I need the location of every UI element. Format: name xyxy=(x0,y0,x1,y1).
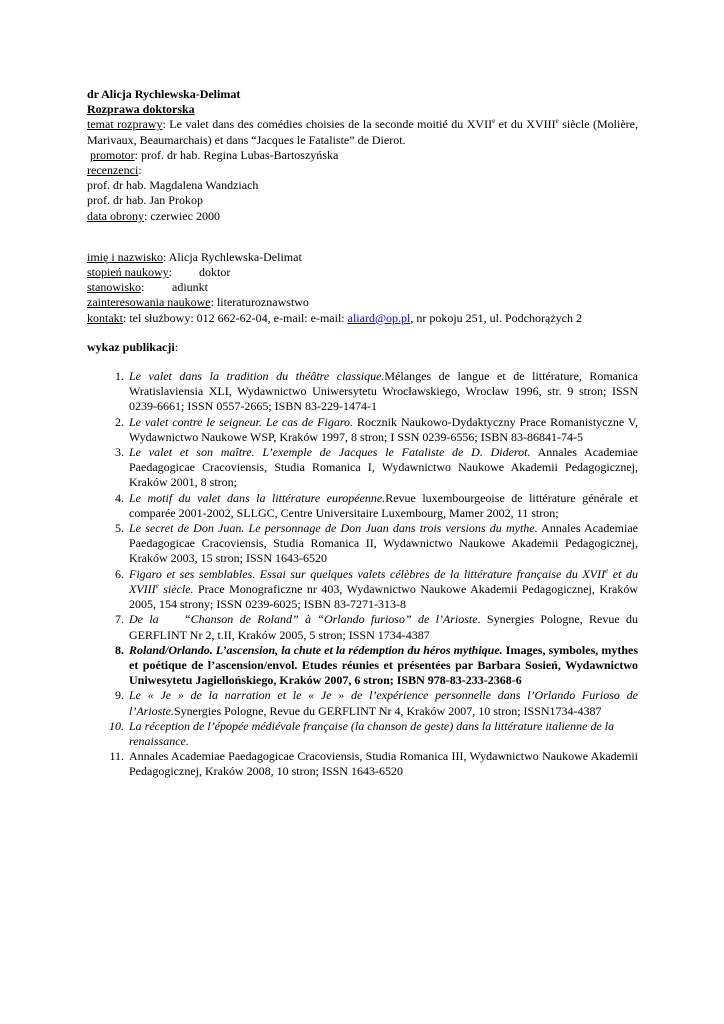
publications-heading: wykaz publikacji: xyxy=(87,339,179,354)
publication-title: Le secret de Don Juan. Le personnage de Don Juan dans trois versions du mythe. xyxy=(129,521,538,536)
reviewer-2: prof. dr hab. Jan Prokop xyxy=(87,193,203,208)
publication-details: Revue luxembourgeoise de littérature générale et comparée 2001-2002, SLLGC, Centre Universitaire Luxembourg, Mamer 2002, 11 stron; xyxy=(129,490,638,520)
publication-details: Images, symboles, mythes et poétique de l’ascension/envol. Etudes réunies et présentées par Barbara Sosień, Wydawnictwo Uniwesytetu Jagiellońskiego, Kraków 2007, 6 stron; ISBN 978-83-233-2368-6 xyxy=(129,642,639,688)
defense-line: data obrony: czerwiec 2000 xyxy=(87,208,220,223)
publication-item: 7. De la “Chanson de Roland” à “Orlando furioso” de l’Arioste. Synergies Pologne, Revue du GERFLINT Nr 2, t.II, Kraków 2005, 5 stron; ISSN 1734-4387 xyxy=(115,612,638,642)
publication-details: Synergies Pologne, Revue du GERFLINT Nr 4, Kraków 2007, 10 stron; ISSN1734-4387 xyxy=(174,703,602,718)
document-page xyxy=(87,87,638,780)
degree-value: doktor xyxy=(199,265,231,280)
defense-label: data obrony xyxy=(87,208,144,223)
publication-details: Annales Academiae Paedagogicae Cracoviensis, Studia Romanica II, Wydawnictwo Naukowe Akademii Pedagogicznej, Kraków 2003, 15 stron; ISSN 1643-6520 xyxy=(129,521,639,566)
publication-item: 2. Le valet contre le seigneur. Le cas de Figaro. Rocznik Naukowo-Dydaktyczny Prace Romanistyczne V, Wydawnictwo Naukowe WSP, Kraków 1997, 8 stron; I SSN 0239-6556; ISBN 83-86841-74-5 xyxy=(115,414,639,444)
publication-item: 1. Le valet dans la tradition du théâtre classique.Mélanges de langue et de littérature, Romanica Wratislaviensia XLI, Wydawnictwo Uniwersytetu Wrocławskiego, Wrocław 1996, str. 9 stron; ISSN 0239-6661; ISSN 0557-2665; ISBN 83-229-1474-1 xyxy=(115,369,638,414)
publication-item: 10. La réception de l’épopée médiévale française (la chanson de geste) dans la littérature italienne de la renaissance. xyxy=(109,718,615,748)
topic-sup-2: e xyxy=(555,117,559,126)
position-value: adiunkt xyxy=(172,280,208,295)
name-line: imię i nazwisko: Alicja Rychlewska-Delimat xyxy=(87,249,302,264)
publication-item: 4. Le motif du valet dans la littérature européenne.Revue luxembourgeoise de littérature générale et comparée 2001-2002, SLLGC, Centre Universitaire Luxembourg, Mamer 2002, 11 stron; xyxy=(115,490,638,520)
contact-label: kontakt xyxy=(87,310,123,325)
interests-value: literaturoznawstwo xyxy=(216,295,309,310)
publication-details: Rocznik Naukowo-Dydaktyczny Prace Romanistyczne V, Wydawnictwo Naukowe WSP, Kraków 1997, 8 stron; I SSN 0239-6556; ISBN 83-86841-74-5 xyxy=(129,414,639,444)
email-link[interactable]: aliard@op.pl xyxy=(347,310,411,325)
promotor-label: promotor xyxy=(90,147,135,162)
publication-item: 11. Annales Academiae Paedagogicae Cracoviensis, Studia Romanica III, Wydawnictwo Naukowe Akademii Pedagogicznej, Kraków 2008, 10 stron; ISSN 1643-6520 xyxy=(109,749,638,779)
doctoral-title: Rozprawa doktorska xyxy=(87,102,195,117)
contact-prefix: tel służbowy: 012 662-62-04, e-mail: e-mail: xyxy=(129,310,348,325)
topic-paragraph: temat rozprawy: Le valet dans des comédies choisies de la seconde moitié du XVIIe et du XVIIIe siècle (Molière, Marivaux, Beaumarchais) et dans “Jacques le Fataliste” de Dierot. xyxy=(87,117,638,147)
publication-title: La réception de l’épopée médiévale française (la chanson de geste) dans la littérature italienne de la renaissance. xyxy=(129,718,615,748)
contact-line: kontakt: tel służbowy: 012 662-62-04, e-mail: e-mail: aliard@op.pl, nr pokoju 251, ul. Podchorążych 2 xyxy=(87,310,582,325)
publication-title: Le « Je » de la narration et le « Je » de l’expérience personnelle dans l’Orlando Furioso de l’Arioste. xyxy=(129,688,638,718)
publication-details: Mélanges de langue et de littérature, Romanica Wratislaviensia XLI, Wydawnictwo Uniwersytetu Wrocławskiego, Wrocław 1996, str. 9 stron; ISSN 0239-6661; ISSN 0557-2665; ISBN 83-229-1474-1 xyxy=(129,369,638,414)
name-label: imię i nazwisko xyxy=(87,249,163,264)
topic-text-3: siècle (Molière, Marivaux, Beaumarchais) et dans “Jacques le Fataliste” de Dierot. xyxy=(87,117,638,147)
topic-text-1: Le valet dans des comédies choisies de la seconde moitié du XVII xyxy=(169,117,493,132)
reviewers-label: recenzenci xyxy=(87,163,139,178)
publication-item: 5. Le secret de Don Juan. Le personnage de Don Juan dans trois versions du mythe. Annales Academiae Paedagogicae Cracoviensis, Studia Romanica II, Wydawnictwo Naukowe Akademii Pedagogicznej, Kraków 2003, 15 stron; ISSN 1643-6520 xyxy=(115,521,639,566)
publication-details: . Synergies Pologne, Revue du GERFLINT Nr 2, t.II, Kraków 2005, 5 stron; ISSN 1734-4387 xyxy=(129,612,638,642)
publication-title: Le motif du valet dans la littérature européenne. xyxy=(129,490,386,505)
publication-item: 9. Le « Je » de la narration et le « Je » de l’expérience personnelle dans l’Orlando Furioso de l’Arioste.Synergies Pologne, Revue du GERFLINT Nr 4, Kraków 2007, 10 stron; ISSN1734-4387 xyxy=(115,688,638,718)
publication-details: Annales Academiae Paedagogicae Cracoviensis, Studia Romanica III, Wydawnictwo Naukowe Akademii Pedagogicznej, Kraków 2008, 10 stron; ISSN 1643-6520 xyxy=(129,749,638,779)
reviewers-line: recenzenci: xyxy=(87,163,142,178)
name-value: Alicja Rychlewska-Delimat xyxy=(168,249,302,264)
degree-label: stopień naukowy xyxy=(87,265,169,280)
publication-details: Prace Monograficzne nr 403, Wydawnictwo Naukowe Akademii Pedagogicznej, Kraków 2005, 154 strony; ISSN 0239-6025; ISBN 83-7271-313-8 xyxy=(129,581,638,612)
degree-line: stopień naukowy: doktor xyxy=(87,265,231,280)
position-line: stanowisko: adiunkt xyxy=(87,280,208,295)
publication-title: Roland/Orlando. L’ascension, la chute et la rédemption du héros mythique. xyxy=(129,642,503,657)
interests-line: zainteresowania naukowe: literaturoznawstwo xyxy=(87,295,309,310)
publication-item: 6. Figaro et ses semblables. Essai sur quelques valets célèbres de la littérature française du XVIIe et du XVIIIe siècle. Prace Monograficzne nr 403, Wydawnictwo Naukowe Akademii Pedagogicznej, Kraków 2005, 154 strony; ISSN 0239-6025; ISBN 83-7271-313-8 xyxy=(115,566,638,612)
publication-title: Le valet et son maître. L’exemple de Jacques le Fataliste de D. Diderot. xyxy=(129,445,531,460)
author-name: dr Alicja Rychlewska-Delimat xyxy=(87,87,241,101)
publication-title: Le valet dans la tradition du théâtre classique. xyxy=(129,369,385,384)
contact-suffix: , nr pokoju 251, ul. Podchorążych 2 xyxy=(410,310,582,325)
interests-label: zainteresowania naukowe xyxy=(87,295,211,310)
publication-title: De la “Chanson de Roland” à “Orlando furioso” de l’Arioste xyxy=(129,612,478,627)
publication-list xyxy=(87,369,638,779)
publication-title: Figaro et ses semblables. Essai sur quelques valets célèbres de la littérature française du XVIIe et du XVIIIe siècle. xyxy=(129,566,638,596)
defense-value: czerwiec 2000 xyxy=(150,208,220,223)
publication-title: Le valet contre le seigneur. Le cas de Figaro. xyxy=(129,414,354,429)
position-label: stanowisko xyxy=(87,280,141,295)
promotor-line: promotor: prof. dr hab. Regina Lubas-Bartoszyńska xyxy=(90,147,339,162)
publication-item: 8. Roland/Orlando. L’ascension, la chute et la rédemption du héros mythique. Images, symboles, mythes et poétique de l’ascension/envol. Etudes réunies et présentées par Barbara Sosień, Wydawnictwo Uniwesytetu Jagiellońskiego, Kraków 2007, 6 stron; ISBN 978-83-233-2368-6 xyxy=(115,642,639,688)
publication-details: Annales Academiae Paedagogicae Cracoviensis, Studia Romanica I, Wydawnictwo Naukowe Akademii Pedagogicznej, Kraków 2001, 8 stron; xyxy=(129,445,638,490)
topic-sup-1: e xyxy=(492,117,496,126)
reviewer-1: prof. dr hab. Magdalena Wandziach xyxy=(87,178,259,193)
topic-text-2: et du XVIII xyxy=(495,117,556,132)
topic-label: temat rozprawy xyxy=(87,117,163,132)
publication-item: 3. Le valet et son maître. L’exemple de Jacques le Fataliste de D. Diderot. Annales Academiae Paedagogicae Cracoviensis, Studia Romanica I, Wydawnictwo Naukowe Akademii Pedagogicznej, Kraków 2001, 8 stron; xyxy=(115,445,638,490)
promotor-value: prof. dr hab. Regina Lubas-Bartoszyńska xyxy=(141,147,339,162)
